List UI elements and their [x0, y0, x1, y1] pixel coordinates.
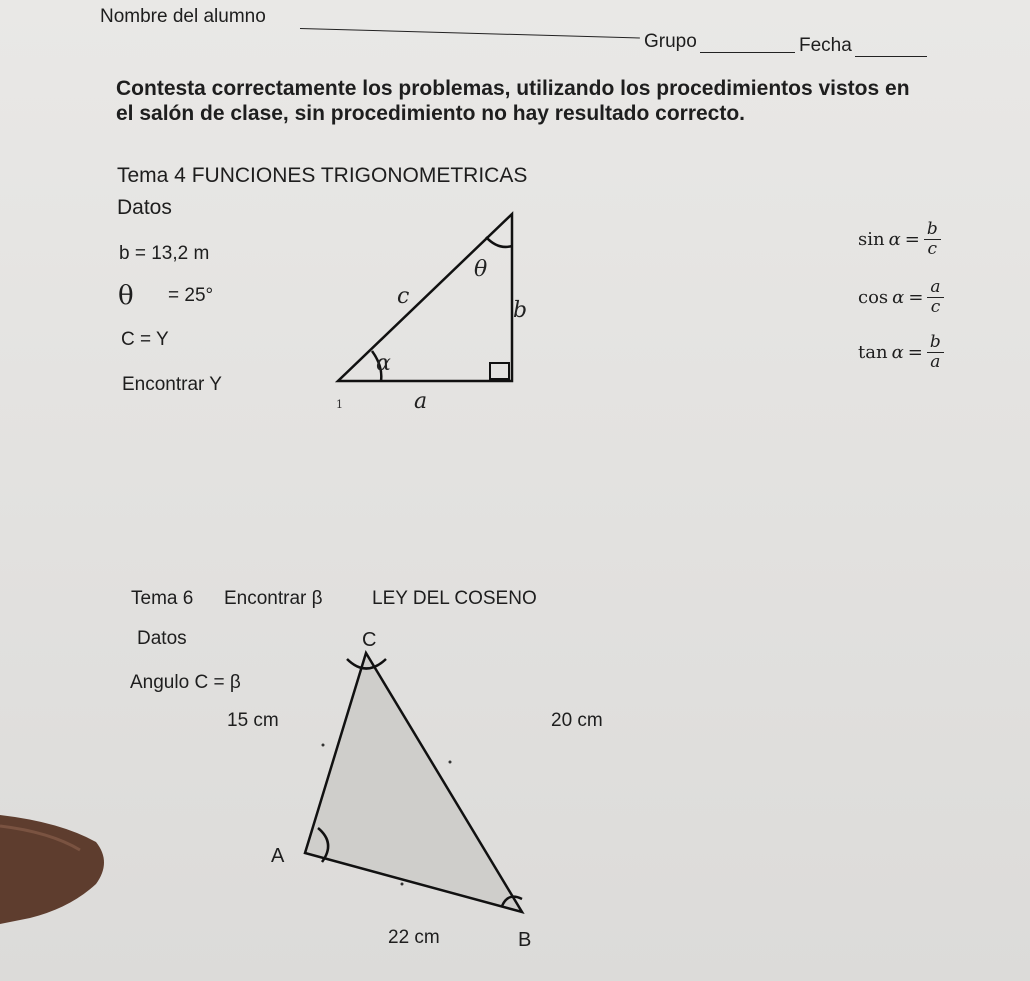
- tema4-title: Tema 4 FUNCIONES TRIGONOMETRICAS: [117, 164, 528, 187]
- formula-sin-fn: sin: [858, 229, 885, 250]
- formula-tan-fn: tan: [858, 342, 888, 363]
- formula-sin-var: α: [888, 229, 901, 250]
- triangle-corner-mark: 1: [336, 398, 343, 411]
- tema6-title-number: Tema 6: [131, 588, 194, 609]
- vertex-b-label: B: [518, 929, 532, 951]
- tema4-datos-label: Datos: [117, 196, 172, 219]
- date-label: Fecha: [799, 35, 852, 56]
- formula-tan-eq: =: [907, 342, 923, 363]
- tema6-title-find: Encontrar β: [224, 588, 323, 609]
- side-right-length: 20 cm: [551, 710, 603, 731]
- formula-cos-var: α: [892, 287, 905, 308]
- triangle-label-alpha: α: [376, 351, 391, 376]
- tema6-title-law: LEY DEL COSENO: [372, 588, 537, 609]
- triangle-label-theta: θ: [474, 257, 488, 282]
- tema4-b-value: b = 13,2 m: [119, 243, 210, 264]
- formula-tan-denominator: a: [930, 352, 941, 372]
- tema4-c-value: C = Y: [121, 329, 169, 350]
- tema4-theta-value: = 25°: [168, 285, 214, 306]
- side-left-length: 15 cm: [227, 710, 279, 731]
- vertex-c-label: C: [362, 629, 377, 651]
- formula-sin-eq: =: [904, 229, 920, 250]
- tema4-find: Encontrar Y: [122, 374, 222, 395]
- side-bottom-length: 22 cm: [388, 927, 440, 948]
- formula-cos-eq: =: [908, 287, 924, 308]
- theta-symbol: θ: [118, 281, 134, 311]
- group-label: Grupo: [644, 31, 697, 52]
- triangle-label-b: b: [513, 298, 528, 323]
- vertex-a-label: A: [271, 845, 285, 867]
- formula-sin-numerator: b: [924, 220, 941, 240]
- formula-tan-var: α: [891, 342, 904, 363]
- triangle-label-c: c: [397, 284, 410, 309]
- student-name-label: Nombre del alumno: [100, 6, 266, 27]
- formula-cos-fn: cos: [858, 287, 889, 308]
- formula-cos-numerator: a: [927, 278, 943, 298]
- formula-sin-denominator: c: [927, 239, 938, 259]
- instructions-text: Contesta correctamente los problemas, utilizando los procedimientos vistos en el salón de clase, sin procedimiento no hay resultado correcto.: [116, 77, 910, 125]
- triangle-label-a: a: [414, 389, 428, 414]
- formula-tan-numerator: b: [927, 333, 944, 353]
- tema6-angle-line: Angulo C = β: [130, 672, 241, 693]
- formula-cos-denominator: c: [930, 297, 941, 317]
- tema6-datos-label: Datos: [137, 628, 187, 649]
